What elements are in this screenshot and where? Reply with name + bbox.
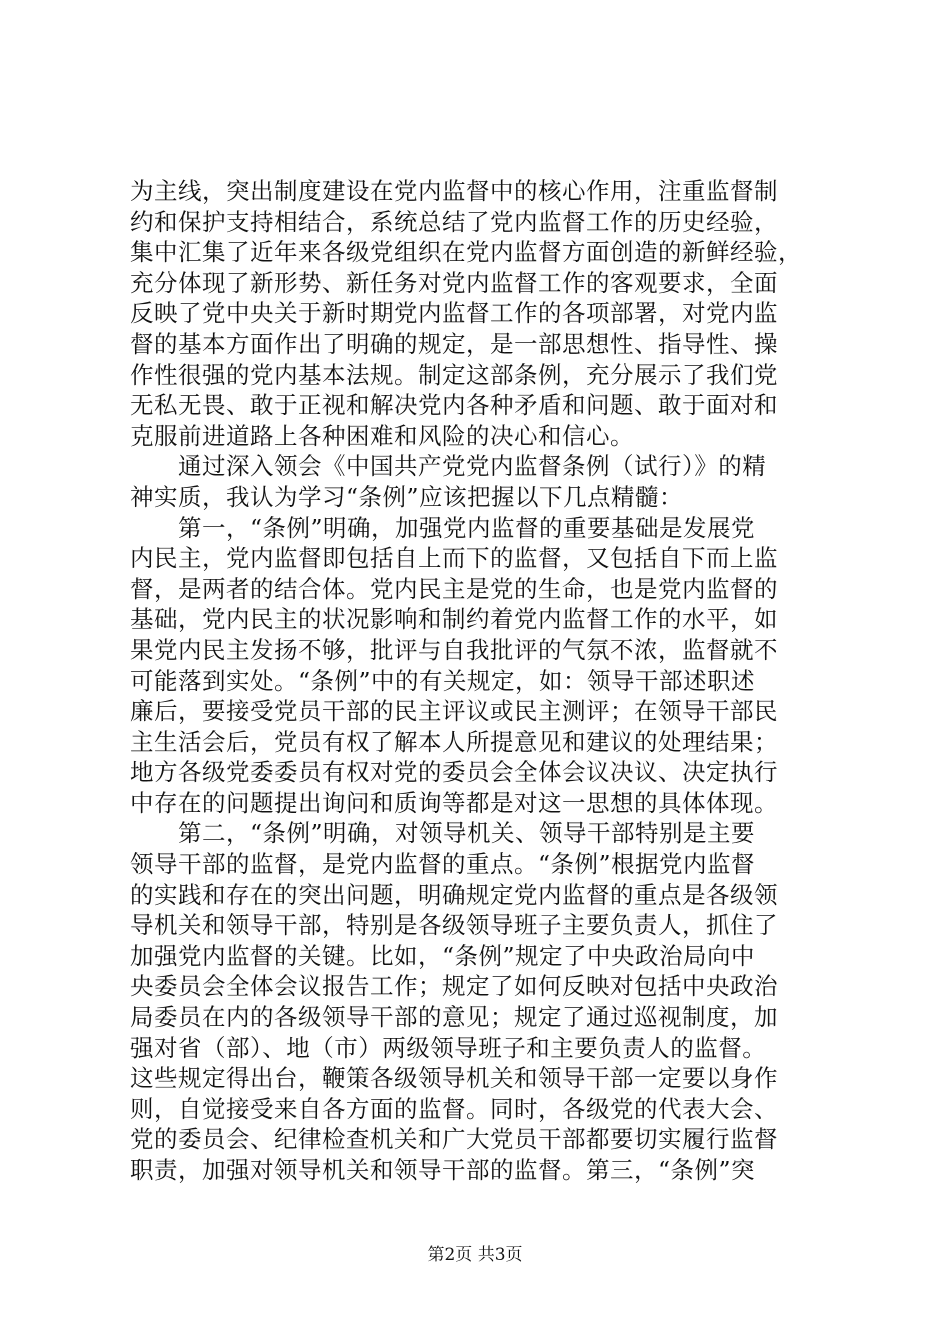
text-line: 加强党内监督的关键。比如，“条例”规定了中央政治局向中 — [130, 941, 756, 970]
text-line: 职责，加强对领导机关和领导干部的监督。第三，“条例”突 — [130, 1156, 756, 1184]
text-line: 果党内民主发扬不够，批评与自我批评的气氛不浓，监督就不 — [130, 635, 778, 664]
text-line: 主生活会后，党员有权了解本人所提意见和建议的处理结果； — [130, 727, 778, 756]
text-line: 强对省（部）、地（市）两级领导班子和主要负责人的监督。 — [130, 1033, 767, 1062]
text-line: 这些规定得出台，鞭策各级领导机关和领导干部一定要以身作 — [130, 1064, 778, 1093]
text-line: 地方各级党委委员有权对党的委员会全体会议决议、决定执行 — [130, 758, 778, 787]
text-line: 领导干部的监督，是党内监督的重点。“条例”根据党内监督 — [130, 850, 756, 879]
text-line: 基础，党内民主的状况影响和制约着党内监督工作的水平，如 — [130, 605, 778, 634]
text-line: 的实践和存在的突出问题，明确规定党内监督的重点是各级领 — [130, 880, 778, 909]
text-line: 神实质，我认为学习“条例”应该把握以下几点精髓： — [130, 482, 684, 511]
text-line: 导机关和领导干部，特别是各级领导班子主要负责人，抓住了 — [130, 911, 778, 940]
text-line: 中存在的问题提出询问和质询等都是对这一思想的具体体现。 — [130, 788, 778, 817]
text-line: 廉后，要接受党员干部的民主评议或民主测评；在领导干部民 — [130, 697, 778, 726]
text-line: 第二，“条例”明确，对领导机关、领导干部特别是主要 — [130, 819, 756, 848]
page-footer — [0, 1245, 950, 1265]
text-line: 无私无畏、敢于正视和解决党内各种矛盾和问题、敢于面对和 — [130, 391, 778, 420]
text-line: 第一，“条例”明确，加强党内监督的重要基础是发展党 — [130, 513, 756, 542]
text-line: 督的基本方面作出了明确的规定，是一部思想性、指导性、操 — [130, 329, 778, 358]
text-line: 则，自觉接受来自各方面的监督。同时，各级党的代表大会、 — [130, 1094, 778, 1123]
text-line: 作性很强的党内基本法规。制定这部条例，充分展示了我们党 — [130, 360, 778, 389]
text-line: 党的委员会、纪律检查机关和广大党员干部都要切实履行监督 — [130, 1125, 778, 1154]
document-body — [130, 176, 828, 1186]
text-line: 央委员会全体会议报告工作；规定了如何反映对包括中央政治 — [130, 972, 778, 1001]
text-line: 督，是两者的结合体。党内民主是党的生命，也是党内监督的 — [130, 574, 778, 603]
text-line: 反映了党中央关于新时期党内监督工作的各项部署，对党内监 — [130, 299, 778, 328]
text-line: 内民主，党内监督即包括自上而下的监督，又包括自下而上监 — [130, 544, 778, 573]
text-line: 可能落到实处。“条例”中的有关规定，如：领导干部述职述 — [130, 666, 756, 695]
text-line: 为主线，突出制度建设在党内监督中的核心作用，注重监督制 — [130, 177, 778, 205]
text-line: 集中汇集了近年来各级党组织在党内监督方面创造的新鲜经验， — [130, 238, 802, 267]
text-line: 充分体现了新形势、新任务对党内监督工作的客观要求，全面 — [130, 268, 778, 297]
text-line: 局委员在内的各级领导干部的意见；规定了通过巡视制度，加 — [130, 1003, 778, 1032]
page-number-label: 第2页 共3页 — [427, 1245, 523, 1265]
text-line: 克服前进道路上各种困难和风险的决心和信心。 — [130, 421, 634, 450]
text-line: 通过深入领会《中国共产党党内监督条例（试行）》的精 — [130, 452, 767, 481]
text-line: 约和保护支持相结合，系统总结了党内监督工作的历史经验， — [130, 207, 778, 236]
